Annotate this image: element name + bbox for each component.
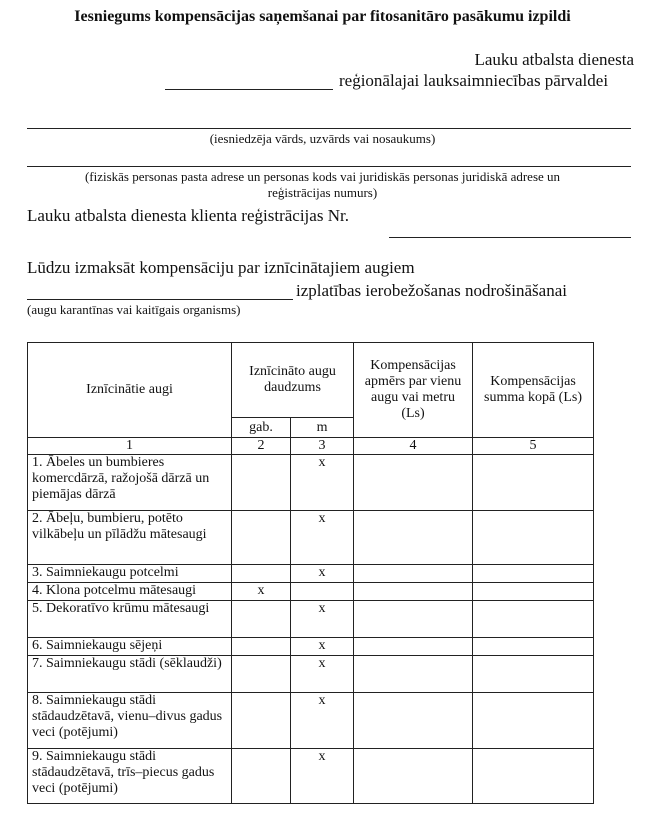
table-row	[28, 693, 594, 749]
table-row	[28, 511, 594, 565]
compensation-per-unit-cell[interactable]	[354, 693, 473, 749]
column-number-3: 3	[291, 438, 354, 455]
header-meters: m	[291, 418, 354, 438]
request-line-2: izplatības ierobežošanas nodrošināšanai	[296, 281, 567, 300]
header-compensation-per-unit: Kompensācijas apmērs par vienu augu vai metru (Ls)	[354, 343, 473, 438]
pieces-cell[interactable]	[232, 656, 291, 693]
applicant-name-line[interactable]	[27, 128, 631, 129]
meters-cell[interactable]: x	[291, 511, 354, 565]
compensation-per-unit-cell[interactable]	[354, 455, 473, 511]
meters-cell[interactable]: x	[291, 601, 354, 638]
compensation-total-cell[interactable]	[473, 656, 594, 693]
request-line-1: Lūdzu izmaksāt kompensāciju par iznīcinātajiem augiem	[27, 258, 415, 277]
table-row	[28, 455, 594, 511]
compensation-total-cell[interactable]	[473, 455, 594, 511]
pieces-cell[interactable]	[232, 565, 291, 583]
applicant-address-caption-1: (fiziskās personas pasta adrese un personas kods vai juridiskās personas juridiskā adrese un	[84, 169, 561, 184]
applicant-address-line[interactable]	[27, 166, 631, 167]
organism-caption: (augu karantīnas vai kaitīgais organisms)	[27, 302, 241, 317]
column-number-2: 2	[232, 438, 291, 455]
compensation-per-unit-cell[interactable]	[354, 583, 473, 601]
table-row	[28, 601, 594, 638]
plant-name-cell: 5. Dekoratīvo krūmu mātesaugi	[28, 601, 232, 638]
compensation-per-unit-cell[interactable]	[354, 565, 473, 583]
meters-cell[interactable]: x	[291, 693, 354, 749]
pieces-cell[interactable]	[232, 749, 291, 804]
table-row	[28, 749, 594, 804]
compensation-per-unit-cell[interactable]	[354, 749, 473, 804]
column-number-5: 5	[473, 438, 594, 455]
compensation-per-unit-cell[interactable]	[354, 511, 473, 565]
table-row	[28, 638, 594, 656]
applicant-address-caption-2: reģistrācijas numurs)	[267, 185, 378, 200]
compensation-total-cell[interactable]	[473, 638, 594, 656]
header-compensation-total: Kompensācijas summa kopā (Ls)	[473, 343, 594, 438]
compensation-total-cell[interactable]	[473, 565, 594, 583]
plant-name-cell: 9. Saimniekaugu stādi stādaudzētavā, trīs–piecus gadus veci (potējumi)	[28, 749, 232, 804]
plant-name-cell: 4. Klona potcelmu mātesaugi	[28, 583, 232, 601]
pieces-cell[interactable]	[232, 511, 291, 565]
plant-name-cell: 7. Saimniekaugu stādi (sēklaudži)	[28, 656, 232, 693]
meters-cell[interactable]: x	[291, 455, 354, 511]
compensation-per-unit-cell[interactable]	[354, 656, 473, 693]
region-blank-line[interactable]	[165, 89, 333, 90]
table-row	[28, 656, 594, 693]
meters-cell[interactable]: x	[291, 656, 354, 693]
compensation-table	[27, 342, 594, 804]
recipient-line-1: Lauku atbalsta dienesta	[474, 50, 634, 69]
meters-cell[interactable]: x	[291, 638, 354, 656]
organism-blank-line[interactable]	[27, 299, 293, 300]
plant-name-cell: 8. Saimniekaugu stādi stādaudzētavā, vienu–divus gadus veci (potējumi)	[28, 693, 232, 749]
document-title: Iesniegums kompensācijas saņemšanai par fitosanitāro pasākumu izpildi	[74, 8, 571, 25]
pieces-cell[interactable]: x	[232, 583, 291, 601]
header-destroyed-plants: Iznīcinātie augi	[28, 343, 232, 438]
plant-name-cell: 1. Ābeles un bumbieres komercdārzā, ražojošā dārzā un piemājas dārzā	[28, 455, 232, 511]
column-number-row	[28, 438, 594, 455]
table-row	[28, 565, 594, 583]
plant-name-cell: 6. Saimniekaugu sējeņi	[28, 638, 232, 656]
compensation-per-unit-cell[interactable]	[354, 601, 473, 638]
meters-cell[interactable]: x	[291, 565, 354, 583]
client-registration-line[interactable]	[389, 237, 631, 238]
pieces-cell[interactable]	[232, 693, 291, 749]
compensation-total-cell[interactable]	[473, 749, 594, 804]
compensation-per-unit-cell[interactable]	[354, 638, 473, 656]
meters-cell[interactable]: x	[291, 749, 354, 804]
plant-name-cell: 3. Saimniekaugu potcelmi	[28, 565, 232, 583]
plant-name-cell: 2. Ābeļu, bumbieru, potēto vilkābeļu un pīlādžu mātesaugi	[28, 511, 232, 565]
header-pieces: gab.	[232, 418, 291, 438]
client-registration-label: Lauku atbalsta dienesta klienta reģistrācijas Nr.	[27, 206, 349, 225]
pieces-cell[interactable]	[232, 638, 291, 656]
meters-cell[interactable]	[291, 583, 354, 601]
table-row	[28, 583, 594, 601]
compensation-total-cell[interactable]	[473, 693, 594, 749]
header-quantity: Iznīcināto augu daudzums	[232, 343, 354, 418]
compensation-total-cell[interactable]	[473, 601, 594, 638]
recipient-line-2: reģionālajai lauksaimniecības pārvaldei	[339, 71, 609, 90]
pieces-cell[interactable]	[232, 455, 291, 511]
column-number-1: 1	[28, 438, 232, 455]
applicant-name-caption: (iesniedzēja vārds, uzvārds vai nosaukums)	[209, 131, 436, 146]
pieces-cell[interactable]	[232, 601, 291, 638]
column-number-4: 4	[354, 438, 473, 455]
compensation-total-cell[interactable]	[473, 511, 594, 565]
compensation-total-cell[interactable]	[473, 583, 594, 601]
